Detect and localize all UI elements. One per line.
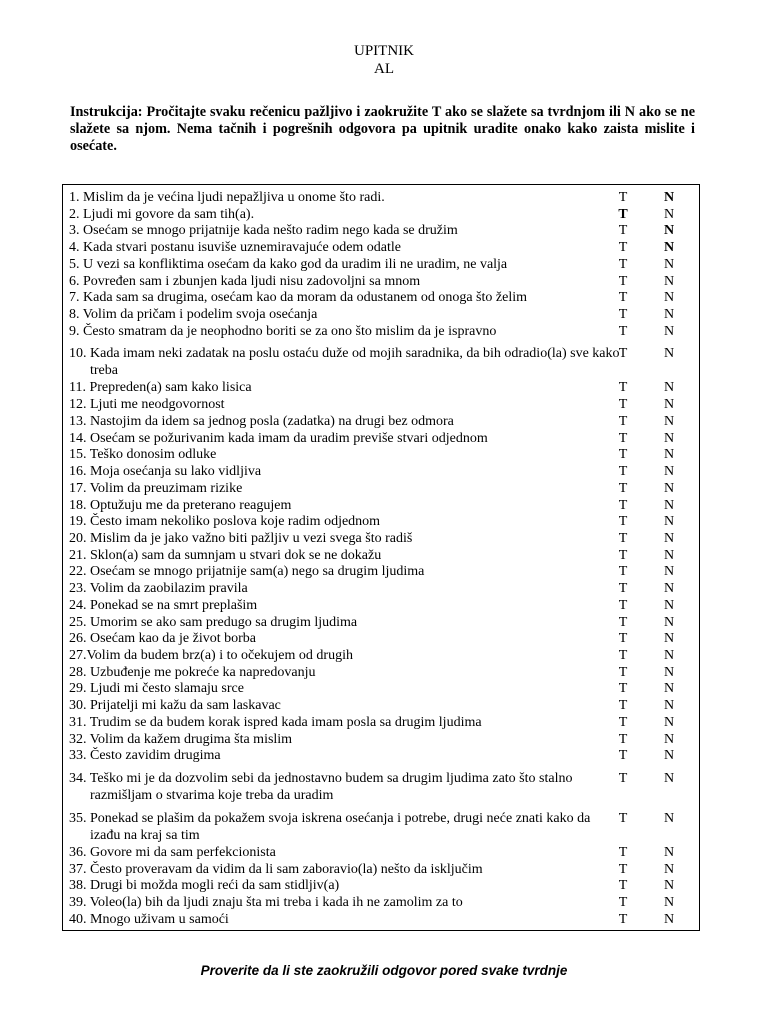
question-row xyxy=(63,206,699,223)
question-row xyxy=(63,810,699,844)
question-text: 30. Prijatelji mi kažu da sam laskavac xyxy=(69,698,281,714)
answer-false-option[interactable]: N xyxy=(663,323,675,339)
question-row xyxy=(63,614,699,631)
answer-true-option[interactable]: T xyxy=(618,911,628,927)
question-row xyxy=(63,430,699,447)
question-text: 39. Voleo(la) bih da ljudi znaju šta mi treba i kada ih ne zamolim za to xyxy=(69,895,463,911)
question-text: 26. Osećam kao da je život borba xyxy=(69,631,256,647)
answer-true-option[interactable]: T xyxy=(618,323,628,339)
question-text: 2. Ljudi mi govore da sam tih(a). xyxy=(69,206,255,222)
instruction-text: Instrukcija: Pročitajte svaku rečenicu pažljivo i zaokružite T ako se slažete sa tvrdnjom ili N ako se ne slažete sa njom. Nema tačnih i pogrešnih odgovora pa upitnik uradite onako kako zaista mislite i osećate. xyxy=(70,104,695,154)
answer-false-option[interactable]: N xyxy=(663,895,675,911)
questionnaire-box xyxy=(62,184,700,931)
answer-true-option[interactable]: T xyxy=(618,748,628,764)
question-text: 8. Volim da pričam i podelim svoja osećanja xyxy=(69,307,318,323)
answer-true-option[interactable]: T xyxy=(618,397,628,413)
answer-true-option[interactable]: T xyxy=(618,480,628,496)
answer-true-option[interactable]: T xyxy=(618,430,628,446)
question-text: 40. Mnogo uživam u samoći xyxy=(69,911,229,927)
answer-false-option[interactable]: N xyxy=(663,307,675,323)
answer-false-option[interactable]: N xyxy=(663,346,675,362)
answer-true-option[interactable]: T xyxy=(618,346,628,362)
question-row xyxy=(63,396,699,413)
question-text: 24. Ponekad se na smrt preplašim xyxy=(69,597,258,613)
question-row xyxy=(63,323,699,340)
question-row xyxy=(63,480,699,497)
answer-true-option[interactable]: T xyxy=(618,648,628,663)
question-row xyxy=(63,513,699,530)
answer-false-option[interactable]: N xyxy=(663,464,675,480)
answer-false-option[interactable]: N xyxy=(663,597,675,613)
question-row xyxy=(63,647,699,664)
answer-true-option[interactable]: T xyxy=(618,464,628,480)
question-row xyxy=(63,697,699,714)
answer-true-option[interactable]: T xyxy=(618,256,628,272)
question-text: 36. Govore mi da sam perfekcionista xyxy=(69,845,276,861)
answer-true-option[interactable]: T xyxy=(618,530,628,546)
question-row xyxy=(63,747,699,764)
question-row xyxy=(63,731,699,748)
answer-false-option[interactable]: N xyxy=(663,447,675,463)
answer-false-option[interactable]: N xyxy=(663,631,675,647)
answer-true-option[interactable]: T xyxy=(618,273,628,289)
answer-false-option[interactable]: N xyxy=(663,290,675,306)
answer-false-option[interactable]: N xyxy=(663,430,675,446)
answer-true-option[interactable]: T xyxy=(618,190,628,205)
question-row xyxy=(63,714,699,731)
question-row xyxy=(63,379,699,396)
answer-false-option[interactable]: N xyxy=(663,811,675,827)
answer-true-option[interactable]: T xyxy=(618,307,628,323)
answer-false-option[interactable]: N xyxy=(663,845,675,861)
question-text: 34. Teško mi je da dozvolim sebi da jednostavno budem sa drugim ljudima zato što stalno razmišljam o stvarima koje treba da uradim xyxy=(69,771,573,804)
answer-true-option[interactable]: T xyxy=(618,447,628,463)
question-text: 18. Optužuju me da preterano reagujem xyxy=(69,497,292,513)
answer-false-option[interactable]: N xyxy=(663,190,675,205)
question-row xyxy=(63,597,699,614)
question-text: 3. Osećam se mnogo prijatnije kada nešto radim nego kada se družim xyxy=(69,223,458,239)
answer-false-option[interactable]: N xyxy=(663,698,675,714)
question-row xyxy=(63,463,699,480)
answer-true-option[interactable]: T xyxy=(618,240,628,256)
question-row xyxy=(63,273,699,290)
answer-false-option[interactable]: N xyxy=(663,240,675,256)
answer-false-option[interactable]: N xyxy=(663,514,675,530)
answer-true-option[interactable]: T xyxy=(618,698,628,714)
answer-false-option[interactable]: N xyxy=(663,714,675,730)
question-text: 14. Osećam se požurivanim kada imam da uradim previše stvari odjednom xyxy=(69,430,488,446)
question-row xyxy=(63,413,699,430)
answer-false-option[interactable]: N xyxy=(663,256,675,272)
question-text: 15. Teško donosim odluke xyxy=(69,447,217,463)
question-row xyxy=(63,222,699,239)
question-row xyxy=(63,630,699,647)
answer-false-option[interactable]: N xyxy=(663,547,675,563)
question-text: 4. Kada stvari postanu isuviše uznemiravajuće odem odatle xyxy=(69,240,402,256)
question-text: 21. Sklon(a) sam da sumnjam u stvari dok se ne dokažu xyxy=(69,547,382,563)
question-text: 23. Volim da zaobilazim pravila xyxy=(69,581,248,597)
question-row xyxy=(63,894,699,911)
question-text: 16. Moja osećanja su lako vidljiva xyxy=(69,464,262,480)
answer-false-option[interactable]: N xyxy=(663,681,675,697)
question-text: 32. Volim da kažem drugima šta mislim xyxy=(69,731,293,747)
question-row xyxy=(63,497,699,514)
answer-true-option[interactable]: T xyxy=(618,895,628,911)
answer-true-option[interactable]: T xyxy=(618,714,628,730)
question-text: 25. Umorim se ako sam predugo sa drugim ljudima xyxy=(69,614,358,630)
question-text: 10. Kada imam neki zadatak na poslu ostaću duže od mojih saradnika, da bih odradio(la) sve kako treba xyxy=(69,346,620,379)
question-row xyxy=(63,911,699,928)
answer-false-option[interactable]: N xyxy=(663,530,675,546)
answer-true-option[interactable]: T xyxy=(618,771,628,787)
answer-true-option[interactable]: T xyxy=(618,223,628,239)
answer-false-option[interactable]: N xyxy=(663,380,675,396)
question-text: 12. Ljuti me neodgovornost xyxy=(69,397,225,413)
question-text: 35. Ponekad se plašim da pokažem svoja iskrena osećanja i potrebe, drugi neće znati kako da izađu na kraj sa tim xyxy=(69,811,591,844)
answer-true-option[interactable]: T xyxy=(618,581,628,597)
question-text: 19. Često imam nekoliko poslova koje radim odjednom xyxy=(69,514,381,530)
answer-true-option[interactable]: T xyxy=(618,290,628,306)
answer-false-option[interactable]: N xyxy=(663,223,675,239)
question-text: 28. Uzbuđenje me pokreće ka napredovanju xyxy=(69,664,316,680)
answer-false-option[interactable]: N xyxy=(663,648,675,663)
question-text: 22. Osećam se mnogo prijatnije sam(a) nego sa drugim ljudima xyxy=(69,564,425,580)
question-text: 6. Povređen sam i zbunjen kada ljudi nisu zadovoljni sa mnom xyxy=(69,273,421,289)
answer-true-option[interactable]: T xyxy=(618,564,628,580)
answer-true-option[interactable]: T xyxy=(618,731,628,747)
question-text: 20. Mislim da je jako važno biti pažljiv u vezi svega što radiš xyxy=(69,530,413,546)
question-row xyxy=(63,861,699,878)
answer-false-option[interactable]: N xyxy=(663,771,675,787)
question-text: 29. Ljudi mi često slamaju srce xyxy=(69,681,244,697)
question-text: 9. Često smatram da je neophodno boriti se za ono što mislim da je ispravno xyxy=(69,323,497,339)
answer-false-option[interactable]: N xyxy=(663,878,675,894)
answer-false-option[interactable]: N xyxy=(663,497,675,513)
answer-false-option[interactable]: N xyxy=(663,731,675,747)
question-text: 5. U vezi sa konfliktima osećam da kako god da uradim ili ne uradim, ne valja xyxy=(69,256,508,272)
question-row xyxy=(63,877,699,894)
answer-true-option[interactable]: T xyxy=(618,631,628,647)
question-text: 11. Prepreden(a) sam kako lisica xyxy=(69,380,252,396)
question-row xyxy=(63,580,699,597)
question-row xyxy=(63,664,699,681)
answer-false-option[interactable]: N xyxy=(663,748,675,764)
question-text: 31. Trudim se da budem korak ispred kada imam posla sa drugim ljudima xyxy=(69,714,482,730)
question-text: 7. Kada sam sa drugima, osećam kao da moram da odustanem od onoga što želim xyxy=(69,290,527,306)
answer-true-option[interactable]: T xyxy=(618,614,628,630)
answer-false-option[interactable]: N xyxy=(663,581,675,597)
question-text: 1. Mislim da je većina ljudi nepažljiva u onome što radi. xyxy=(69,190,385,205)
answer-false-option[interactable]: N xyxy=(663,614,675,630)
answer-false-option[interactable]: N xyxy=(663,911,675,927)
question-row xyxy=(63,289,699,306)
footer-note: Proverite da li ste zaokružili odgovor pored svake tvrdnje xyxy=(200,963,568,978)
question-row xyxy=(63,256,699,273)
answer-true-option[interactable]: T xyxy=(618,547,628,563)
answer-true-option[interactable]: T xyxy=(618,514,628,530)
answer-false-option[interactable]: N xyxy=(663,397,675,413)
question-text: 37. Često proveravam da vidim da li sam zaboravio(la) nešto da isključim xyxy=(69,861,483,877)
question-text: 13. Nastojim da idem sa jednog posla (zadatka) na drugi bez odmora xyxy=(69,413,454,429)
answer-false-option[interactable]: N xyxy=(663,480,675,496)
question-row xyxy=(63,345,699,379)
document-subtitle: AL xyxy=(374,61,394,77)
question-row xyxy=(63,446,699,463)
question-text: 33. Često zavidim drugima xyxy=(69,748,221,764)
question-row xyxy=(63,239,699,256)
answer-false-option[interactable]: N xyxy=(663,861,675,877)
document-title: UPITNIK xyxy=(354,43,414,59)
question-row xyxy=(63,680,699,697)
answer-true-option[interactable]: T xyxy=(618,497,628,513)
answer-false-option[interactable]: N xyxy=(663,273,675,289)
answer-true-option[interactable]: T xyxy=(618,878,628,894)
answer-true-option[interactable]: T xyxy=(618,681,628,697)
question-text: 27.Volim da budem brz(a) i to očekujem od drugih xyxy=(69,648,353,663)
answer-false-option[interactable]: N xyxy=(663,564,675,580)
question-row xyxy=(63,563,699,580)
question-text: 38. Drugi bi možda mogli reći da sam stidljiv(a) xyxy=(69,878,340,894)
answer-true-option[interactable]: T xyxy=(618,861,628,877)
question-row xyxy=(63,547,699,564)
question-row xyxy=(63,770,699,804)
answer-true-option[interactable]: T xyxy=(618,664,628,680)
answer-true-option[interactable]: T xyxy=(618,845,628,861)
question-row xyxy=(63,530,699,547)
answer-true-option[interactable]: T xyxy=(618,206,628,222)
question-row xyxy=(63,844,699,861)
question-row xyxy=(63,189,699,206)
question-text: 17. Volim da preuzimam rizike xyxy=(69,480,243,496)
answer-false-option[interactable]: N xyxy=(663,664,675,680)
answer-true-option[interactable]: T xyxy=(618,380,628,396)
answer-false-option[interactable]: N xyxy=(663,206,675,222)
question-row xyxy=(63,306,699,323)
answer-false-option[interactable]: N xyxy=(663,413,675,429)
answer-true-option[interactable]: T xyxy=(618,597,628,613)
answer-true-option[interactable]: T xyxy=(618,811,628,827)
answer-true-option[interactable]: T xyxy=(618,413,628,429)
